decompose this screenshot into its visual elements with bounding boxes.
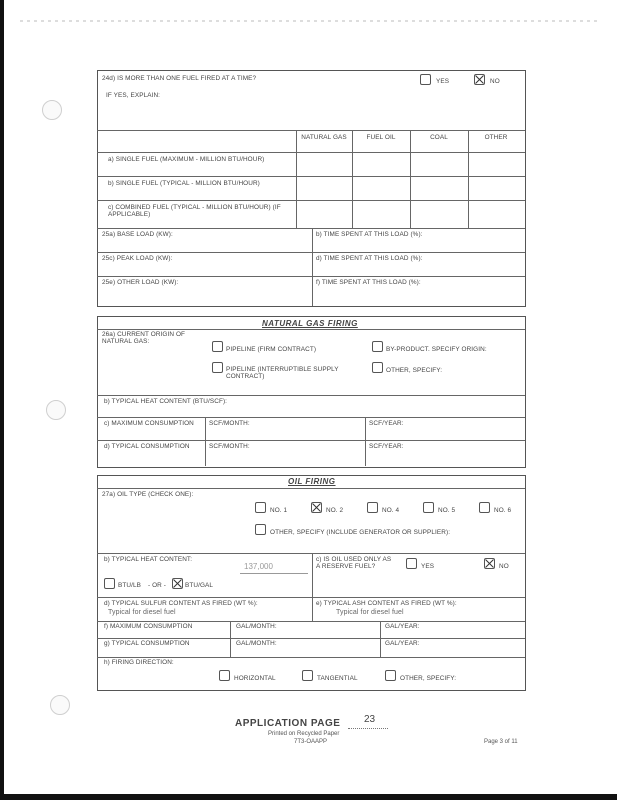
direction-other-label: OTHER, SPECIFY: — [400, 675, 457, 682]
col-fuel-oil: FUEL OIL — [366, 134, 396, 141]
oil-no5-checkbox[interactable] — [423, 502, 434, 513]
rule — [97, 621, 525, 622]
gas-other-label: OTHER, SPECIFY: — [386, 367, 443, 374]
oil-no5-label: NO. 5 — [438, 507, 456, 514]
explain-label: IF YES, EXPLAIN: — [106, 92, 161, 99]
row-combined: c) COMBINED FUEL (TYPICAL - MILLION BTU/HOUR) (IF APPLICABLE) — [108, 204, 281, 219]
rule — [97, 488, 525, 489]
rule — [97, 152, 525, 153]
tangential-checkbox[interactable] — [302, 670, 313, 681]
oil-no2-checkbox[interactable] — [311, 502, 322, 513]
gas-typ-cons-label: d) TYPICAL CONSUMPTION — [104, 443, 190, 450]
base-time-label: b) TIME SPENT AT THIS LOAD (%): — [316, 231, 423, 238]
direction-other-checkbox[interactable] — [385, 670, 396, 681]
oil-no1-checkbox[interactable] — [255, 502, 266, 513]
sulfur-value[interactable]: Typical for diesel fuel — [108, 609, 176, 616]
rule — [352, 130, 353, 228]
rule — [97, 130, 525, 131]
oil-section-heading: OIL FIRING — [288, 477, 336, 486]
pipeline-firm-checkbox[interactable] — [212, 341, 223, 352]
gas-max-scf-month: SCF/MONTH: — [209, 420, 250, 427]
rule — [97, 200, 525, 201]
rule — [312, 597, 313, 621]
btu-gal-checkbox[interactable] — [172, 578, 183, 589]
rule — [97, 597, 525, 598]
reserve-fuel-label: c) IS OIL USED ONLY AS A RESERVE FUEL? — [316, 556, 392, 571]
reserve-no-checkbox[interactable] — [484, 558, 495, 569]
oil-no6-checkbox[interactable] — [479, 502, 490, 513]
punch-hole — [50, 695, 70, 715]
firing-direction-label: h) FIRING DIRECTION: — [104, 659, 174, 666]
oil-max-gal-month: GAL/MONTH: — [236, 623, 277, 630]
rule — [97, 176, 525, 177]
q24d-no-label: NO — [490, 78, 500, 85]
scan-border — [0, 0, 4, 800]
rule — [240, 573, 308, 574]
horizontal-checkbox[interactable] — [219, 670, 230, 681]
scan-noise — [20, 20, 600, 22]
oil-no1-label: NO. 1 — [270, 507, 288, 514]
row-single-typ: b) SINGLE FUEL (TYPICAL - MILLION BTU/HOUR) — [108, 180, 260, 187]
or-label: - OR - — [148, 582, 166, 589]
printed-recycled: Printed on Recycled Paper — [268, 731, 340, 737]
sulfur-label: d) TYPICAL SULFUR CONTENT AS FIRED (WT %): — [104, 600, 258, 607]
rule — [365, 417, 366, 466]
ash-value[interactable]: Typical for diesel fuel — [336, 609, 404, 616]
rule — [97, 553, 525, 554]
oil-heat-content-value[interactable]: 137,000 — [244, 562, 273, 571]
punch-hole — [42, 100, 62, 120]
punch-hole — [46, 400, 66, 420]
oil-typ-cons-label: g) TYPICAL CONSUMPTION — [104, 640, 190, 647]
row-single-max: a) SINGLE FUEL (MAXIMUM - MILLION BTU/HOUR) — [108, 156, 265, 163]
oil-other-checkbox[interactable] — [255, 524, 266, 535]
rule — [97, 252, 525, 253]
rule — [97, 440, 525, 441]
oil-typ-gal-month: GAL/MONTH: — [236, 640, 277, 647]
rule — [97, 395, 525, 396]
oil-no4-label: NO. 4 — [382, 507, 400, 514]
rule — [205, 417, 206, 466]
gas-max-scf-year: SCF/YEAR: — [369, 420, 404, 427]
rule — [380, 621, 381, 657]
rule — [348, 728, 388, 729]
gas-section-heading: NATURAL GAS FIRING — [262, 319, 358, 328]
oil-max-cons-label: f) MAXIMUM CONSUMPTION — [104, 623, 193, 630]
oil-typ-gal-year: GAL/YEAR: — [385, 640, 420, 647]
byproduct-label: BY-PRODUCT. SPECIFY ORIGIN: — [386, 346, 487, 353]
rule — [230, 621, 231, 657]
oil-other-label: OTHER, SPECIFY (INCLUDE GENERATOR OR SUPPLIER): — [270, 529, 451, 536]
rule — [97, 638, 525, 639]
pipeline-interruptible-label: PIPELINE (INTERRUPTIBLE SUPPLY CONTRACT) — [226, 366, 339, 381]
rule — [97, 329, 525, 330]
rule — [468, 130, 469, 228]
gas-heat-content-label: b) TYPICAL HEAT CONTENT (BTU/SCF): — [104, 398, 228, 405]
q24d-yes-label: YES — [436, 78, 450, 85]
btu-lb-label: BTU/LB — [118, 582, 141, 589]
reserve-yes-label: YES — [421, 563, 435, 570]
base-load-label: 25a) BASE LOAD (KW): — [102, 231, 173, 238]
rule — [97, 657, 525, 658]
q24d-no-checkbox[interactable] — [474, 74, 485, 85]
tangential-label: TANGENTIAL — [317, 675, 358, 682]
btu-gal-label: BTU/GAL — [185, 582, 214, 589]
oil-max-gal-year: GAL/YEAR: — [385, 623, 420, 630]
pipeline-firm-label: PIPELINE (FIRM CONTRACT) — [226, 346, 317, 353]
byproduct-checkbox[interactable] — [372, 341, 383, 352]
col-coal: COAL — [430, 134, 448, 141]
peak-time-label: d) TIME SPENT AT THIS LOAD (%): — [316, 255, 423, 262]
oil-no4-checkbox[interactable] — [367, 502, 378, 513]
reserve-no-label: NO — [499, 563, 509, 570]
other-load-label: 25e) OTHER LOAD (KW): — [102, 279, 179, 286]
other-time-label: f) TIME SPENT AT THIS LOAD (%): — [316, 279, 421, 286]
gas-max-cons-label: c) MAXIMUM CONSUMPTION — [104, 420, 194, 427]
rule — [312, 553, 313, 597]
col-other: OTHER — [484, 134, 508, 141]
btu-lb-checkbox[interactable] — [104, 578, 115, 589]
col-natural-gas: NATURAL GAS — [301, 134, 347, 141]
q24d-label: 24d) IS MORE THAN ONE FUEL FIRED AT A TIME? — [102, 75, 257, 82]
rule — [312, 228, 313, 306]
rule — [97, 276, 525, 277]
rule — [97, 417, 525, 418]
page-of-label: Page 3 of 11 — [484, 739, 518, 745]
gas-other-checkbox[interactable] — [372, 362, 383, 373]
oil-no2-label: NO. 2 — [326, 507, 344, 514]
application-page-number: 23 — [364, 714, 376, 725]
q26a-label: 26a) CURRENT ORIGIN OF NATURAL GAS: — [102, 331, 186, 346]
gas-typ-scf-year: SCF/YEAR: — [369, 443, 404, 450]
rule — [296, 130, 297, 228]
scan-border — [0, 794, 617, 800]
rule — [410, 130, 411, 228]
reserve-yes-checkbox[interactable] — [406, 558, 417, 569]
gas-typ-scf-month: SCF/MONTH: — [209, 443, 250, 450]
horizontal-label: HORIZONTAL — [234, 675, 276, 682]
oil-no6-label: NO. 6 — [494, 507, 512, 514]
pipeline-interruptible-checkbox[interactable] — [212, 362, 223, 373]
peak-load-label: 25c) PEAK LOAD (KW): — [102, 255, 173, 262]
ash-label: e) TYPICAL ASH CONTENT AS FIRED (WT %): — [316, 600, 457, 607]
form-number: 7T3-OAAPP — [294, 739, 328, 745]
q27a-label: 27a) OIL TYPE (CHECK ONE): — [102, 491, 194, 498]
q24d-yes-checkbox[interactable] — [420, 74, 431, 85]
application-page-title: APPLICATION PAGE — [235, 718, 341, 729]
oil-heat-content-label: b) TYPICAL HEAT CONTENT: — [104, 556, 193, 563]
rule — [97, 228, 525, 229]
